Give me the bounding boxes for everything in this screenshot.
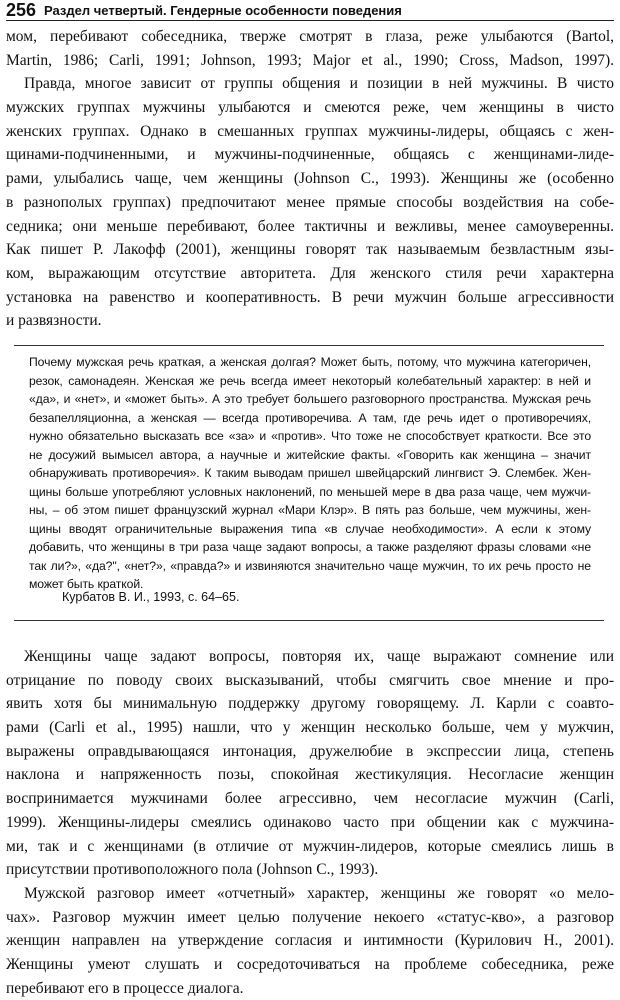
text-line: и развязности. — [6, 312, 102, 330]
quote-line: нужно обязательно высказать все «за» и «против». Что тоже не способствует краткости. Все это — [29, 429, 591, 443]
quote-line: щины вводят ограничительные выражения типа «в случае необходимости». А если к этому — [29, 521, 591, 536]
text-line: выражены оправдывающаяся интонация, дружелюбие в экспрессии лица, степень — [6, 742, 614, 760]
boxed-quote — [14, 345, 604, 621]
text-line: явить хотя бы минимальную поддержку другому говорящему. Л. Карли с соавто- — [6, 695, 614, 713]
quote-line: так ли?», «да?", «нет?», «правда?» и извиняются значительно чаще мужчин, то их речь просто не — [29, 558, 591, 573]
quote-body — [29, 353, 591, 594]
text-line: отрицание по поводу своих высказываний, чтобы смягчить свое мнение и про- — [6, 671, 614, 689]
text-line: 1999). Женщины-лидеры смеялись одинаково часто при общении как с мужчина- — [6, 813, 614, 831]
text-line: Правда, многое зависит от группы общения и позиции в ней мужчины. В чисто — [24, 75, 614, 93]
quote-line: добавить, что женщины в три раза чаще задают вопросы, а также разделяют фразы словами «не — [29, 540, 591, 554]
text-line: Как пишет Р. Лакофф (2001), женщины говорят так называемым безвластным язы- — [6, 241, 614, 259]
text-line: установка на равенство и кооперативность. В речи мужчин больше агрессивности — [6, 288, 614, 306]
text-line: мом, перебивают собеседника, тверже смотрят в глаза, реже улыбаются (Bartol, — [6, 28, 614, 45]
quote-line: безапелляционна, а женская — всегда противоречива. А там, где речь идет о противоречиях, — [29, 410, 591, 425]
quote-line: резок, самонадеян. Женская же речь всегда имеет некоторый колебательный характер: в ней и — [29, 373, 591, 388]
text-line: рами (Carli et al., 1995) нашли, что у женщин несколько больше, чем у мужчин, — [6, 719, 614, 737]
text-line: присутствии противоположного пола (Johnson C., 1993). — [6, 861, 379, 879]
text-line: чах». Разговор мужчин имеет целью получение некоего «статус-кво», а разговор — [6, 908, 614, 926]
text-line: рами, улыбались чаще, чем женщины (Johnson C., 1993). Женщины же (особенно — [6, 170, 614, 188]
text-line: Женщины умеют слушать и сосредоточиваться на проблеме собеседника, реже — [6, 955, 614, 973]
quote-line: «да», и «нет», и «может быть». А это требует большего разговорного пространства. Мужская речь — [29, 392, 591, 406]
text-line: ком, выражающим отсутствие авторитета. Для женского стиля речи характерна — [6, 264, 614, 282]
text-line: мужских группах мужчины улыбаются и смеются реже, чем женщины в чисто — [6, 99, 614, 117]
text-line: Женщины чаще задают вопросы, повторяя их, чаще выражают сомнение или — [24, 648, 614, 665]
running-head: Раздел четвертый. Гендерные особенности поведения — [44, 3, 402, 18]
text-line: ми, так и с женщинами (в отличие от мужчин-лидеров, которые смеялись лишь в — [6, 837, 614, 855]
page-number: 256 — [6, 0, 37, 20]
quote-line: может быть краткой. — [29, 577, 144, 591]
quote-line: ны, – об этом пишет французский журнал «Мари Клэр». В пять раз больше, чем мужчины, жен- — [29, 503, 591, 517]
text-line: в разнополых группах) предпочитают менее прямые способы воздействия на собе- — [6, 193, 614, 211]
paragraph-bottom — [6, 645, 614, 1000]
text-line: Мужской разговор имеет «отчетный» характер, женщины же говорят «о мело- — [24, 884, 614, 902]
quote-line: щины больше употребляют условных наклонений, по меньшей мере в два раза чаще, чем мужчи- — [29, 484, 591, 499]
paragraph-top — [6, 25, 614, 333]
text-line: Martin, 1986; Carli, 1991; Johnson, 1993; Major et al., 1990; Cross, Madson, 1997). — [6, 51, 614, 69]
text-line: перебивают его в процессе диалога. — [6, 979, 244, 997]
text-line: наклона и напряженность позы, спокойная жестикуляция. Несогласие женщин — [6, 766, 614, 784]
text-line: воспринимается мужчинами более агрессивно, чем несогласие мужчин (Carli, — [6, 790, 614, 808]
quote-source: Курбатов В. И., 1993, с. 64–65. — [62, 590, 240, 604]
quote-line: не досужий вымысел автора, а научные и житейские факты. «Говорить как женщина – значит — [29, 447, 591, 462]
page-header — [6, 0, 614, 21]
text-line: женских группах. Однако в смешанных группах мужчины-лидеры, общаясь с жен- — [6, 122, 614, 140]
text-line: седника; они меньше перебивают, более тактичны и вежливы, менее самоуверенны. — [6, 217, 614, 235]
quote-line: Почему мужская речь краткая, а женская долгая? Может быть, потому, что мужчина категоричен, — [29, 355, 591, 369]
text-line: женщин направлен на утверждение согласия и интимности (Курилович Н., 2001). — [6, 932, 614, 950]
text-line: щинами-подчиненными, и мужчины-подчиненные, общаясь с женщинами-лиде- — [6, 146, 614, 164]
quote-line: обнаруживать противоречия». К таким выводам пришел швейцарский лингвист Э. Слембек. Жен- — [29, 466, 591, 480]
